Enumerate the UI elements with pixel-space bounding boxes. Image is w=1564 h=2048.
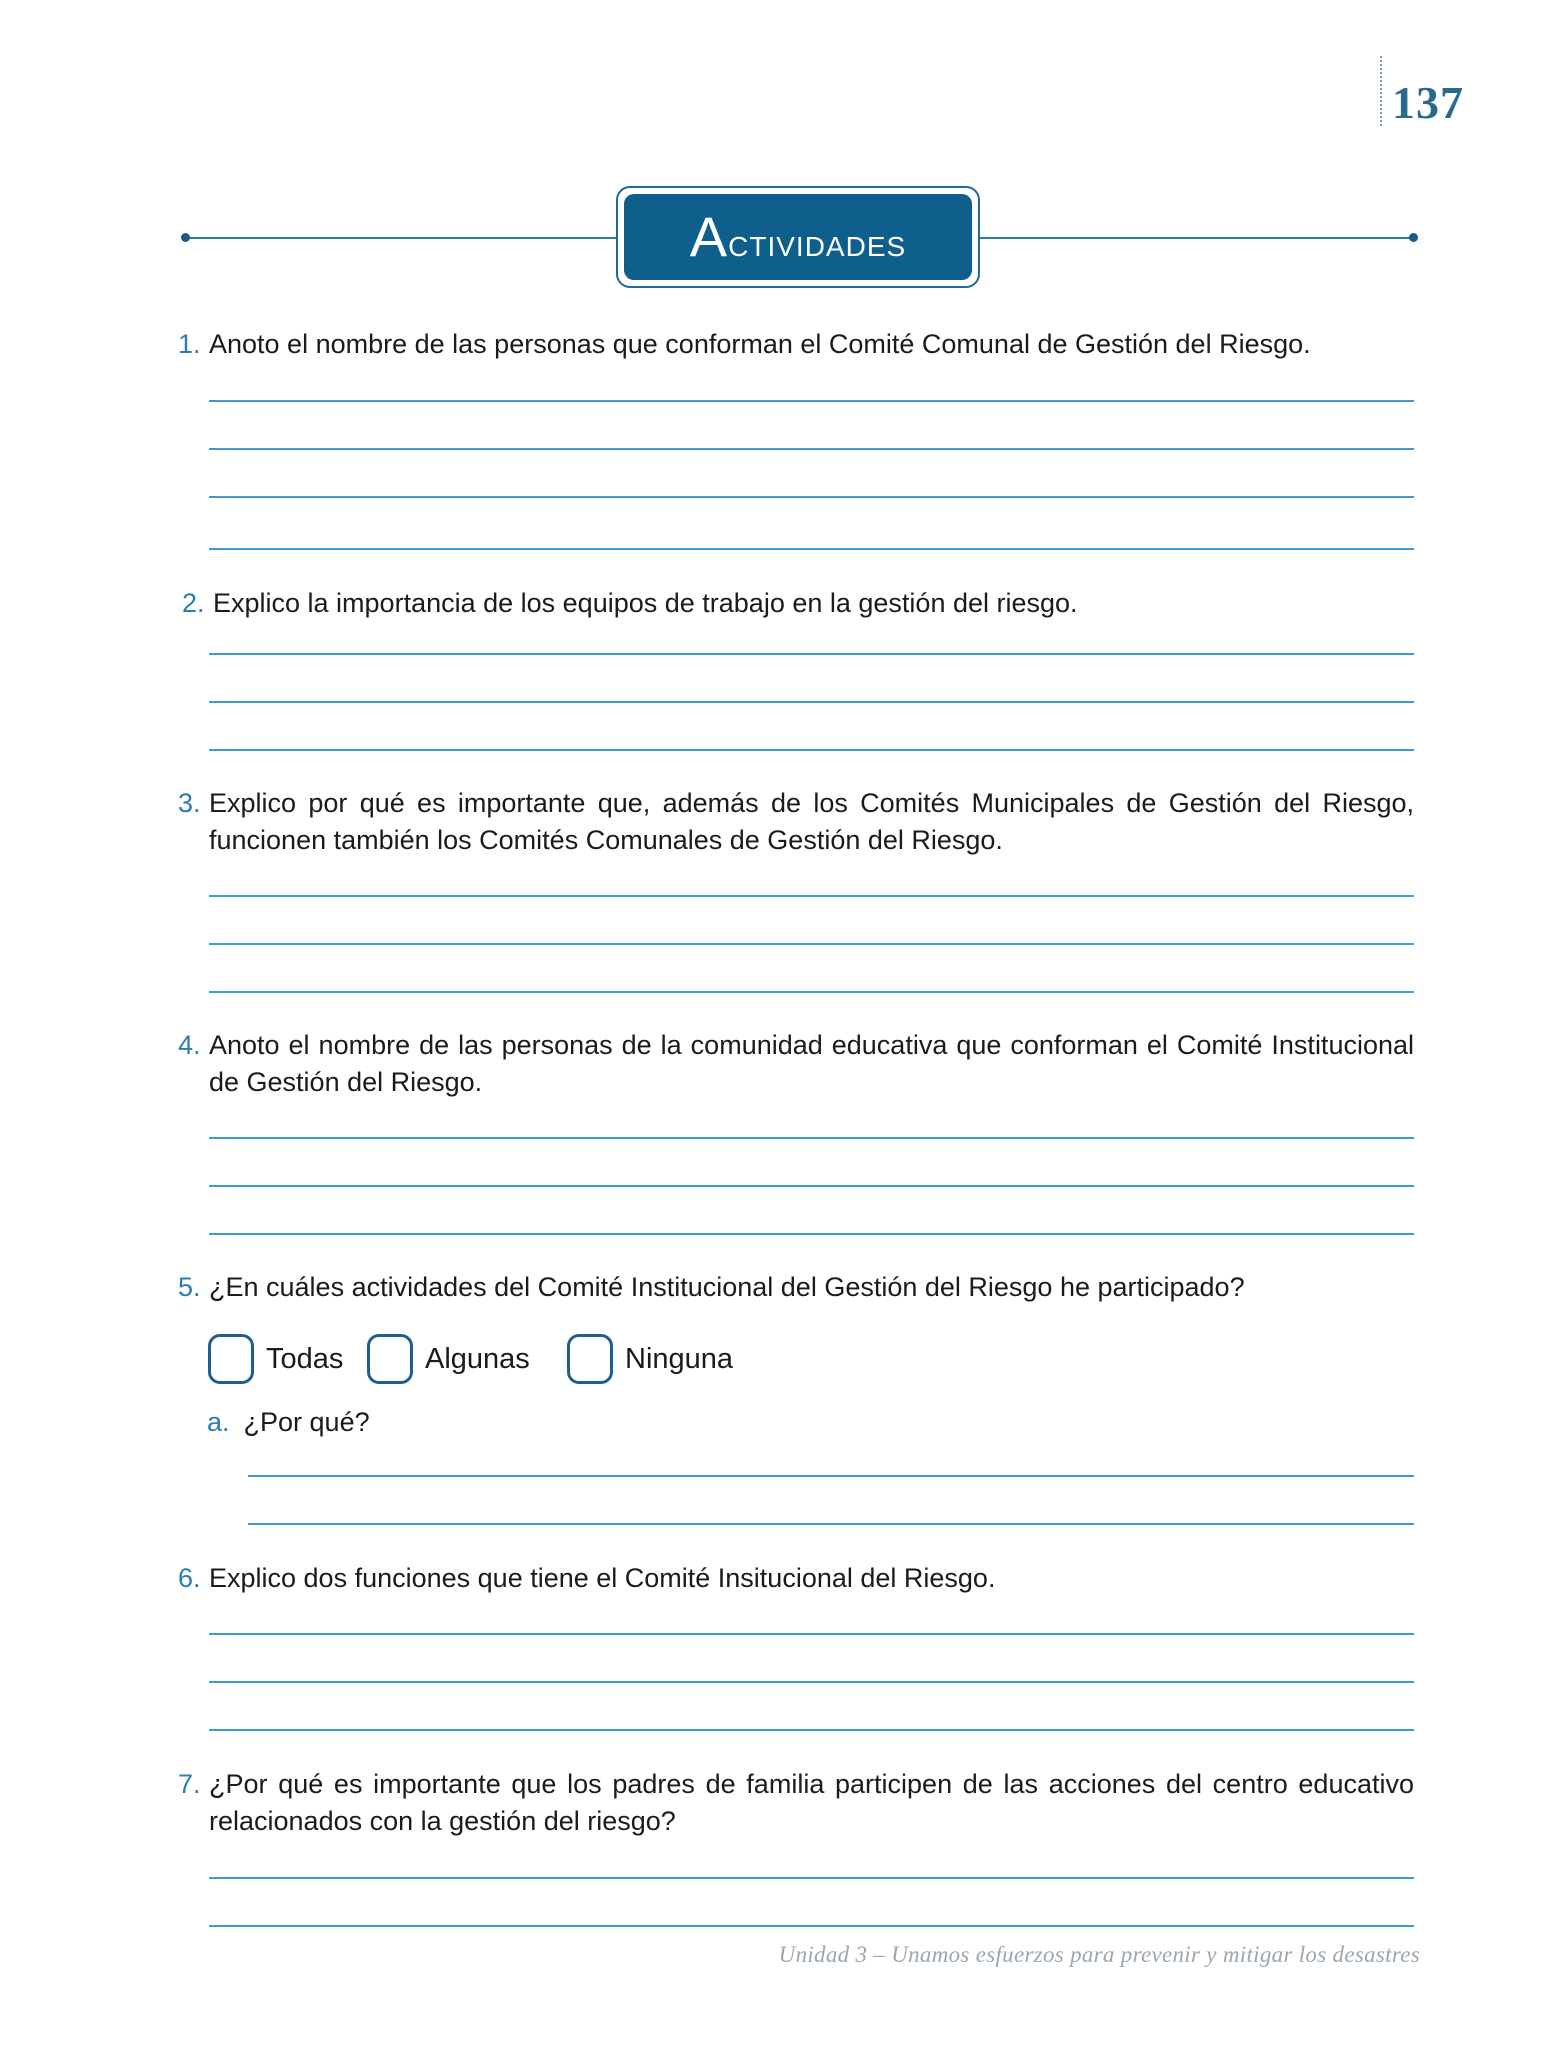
question-number: 7. — [178, 1769, 201, 1799]
title-banner — [624, 194, 972, 280]
answer-line[interactable] — [209, 1729, 1414, 1731]
question-number: 5. — [178, 1272, 201, 1302]
question-number: 4. — [178, 1030, 201, 1060]
footer-unit-title: Unidad 3 – Unamos esfuerzos para prevenir y mitigar los desastres — [778, 1942, 1420, 1967]
question-number: 6. — [178, 1563, 201, 1593]
question-7 — [178, 1766, 1414, 1840]
question-number: 3. — [178, 788, 201, 818]
page-number-rule — [1380, 56, 1382, 126]
sub-question-letter: a. — [207, 1407, 230, 1437]
sub-question-text: ¿Por qué? — [243, 1407, 370, 1437]
question-2 — [182, 585, 1418, 622]
answer-line[interactable] — [209, 548, 1414, 550]
answer-line[interactable] — [209, 1633, 1414, 1635]
answer-line[interactable] — [209, 448, 1414, 450]
option-label: Algunas — [425, 1342, 530, 1375]
question-4 — [178, 1027, 1414, 1101]
question-number: 2. — [182, 588, 205, 618]
checkbox-algunas[interactable] — [367, 1334, 413, 1384]
answer-line[interactable] — [209, 701, 1414, 703]
option-label: Todas — [266, 1342, 344, 1375]
answer-line[interactable] — [209, 991, 1414, 993]
question-1 — [178, 326, 1414, 363]
question-6 — [178, 1560, 1414, 1597]
question-3 — [178, 785, 1414, 859]
answer-line[interactable] — [209, 895, 1414, 897]
option-label: Ninguna — [625, 1342, 734, 1375]
answer-line[interactable] — [209, 1233, 1414, 1235]
answer-line[interactable] — [209, 1877, 1414, 1879]
question-text: Explico la importancia de los equipos de trabajo en la gestión del riesgo. — [213, 588, 1078, 618]
option-ninguna[interactable] — [567, 1332, 733, 1386]
page-title: Actividades — [689, 205, 907, 268]
answer-line[interactable] — [209, 1185, 1414, 1187]
checkbox-todas[interactable] — [208, 1334, 254, 1384]
answer-line[interactable] — [248, 1475, 1414, 1477]
question-text: Anoto el nombre de las personas que conforman el Comité Comunal de Gestión del Riesgo. — [209, 329, 1311, 359]
page-number: 137 — [1392, 77, 1464, 128]
question-number: 1. — [178, 329, 201, 359]
answer-line[interactable] — [209, 1925, 1414, 1927]
answer-line[interactable] — [209, 400, 1414, 402]
answer-line[interactable] — [209, 653, 1414, 655]
question-text: Explico dos funciones que tiene el Comité Insitucional del Riesgo. — [209, 1563, 996, 1593]
answer-line[interactable] — [209, 943, 1414, 945]
answer-line[interactable] — [209, 1681, 1414, 1683]
checkbox-ninguna[interactable] — [567, 1334, 613, 1384]
question-text: ¿Por qué es importante que los padres de familia participen de las acciones del centro educativo relacionados con la gestión del riesgo? — [209, 1769, 1414, 1836]
question-text: Explico por qué es importante que, además de los Comités Municipales de Gestión del Riesgo, funcionen también los Comités Comunales de Gestión del Riesgo. — [209, 788, 1414, 855]
sub-question-a — [207, 1404, 370, 1441]
answer-line[interactable] — [248, 1523, 1414, 1525]
answer-line[interactable] — [209, 496, 1414, 498]
question-text: ¿En cuáles actividades del Comité Institucional del Gestión del Riesgo he participado? — [209, 1272, 1245, 1302]
title-rule-left-dot-icon — [181, 233, 190, 242]
answer-line[interactable] — [209, 1137, 1414, 1139]
option-todas[interactable] — [208, 1332, 343, 1386]
question-text: Anoto el nombre de las personas de la comunidad educativa que conforman el Comité Institucional de Gestión del Riesgo. — [209, 1030, 1414, 1097]
option-algunas[interactable] — [367, 1332, 530, 1386]
answer-line[interactable] — [209, 749, 1414, 751]
question-5 — [178, 1269, 1414, 1306]
title-rule-right-dot-icon — [1409, 233, 1418, 242]
